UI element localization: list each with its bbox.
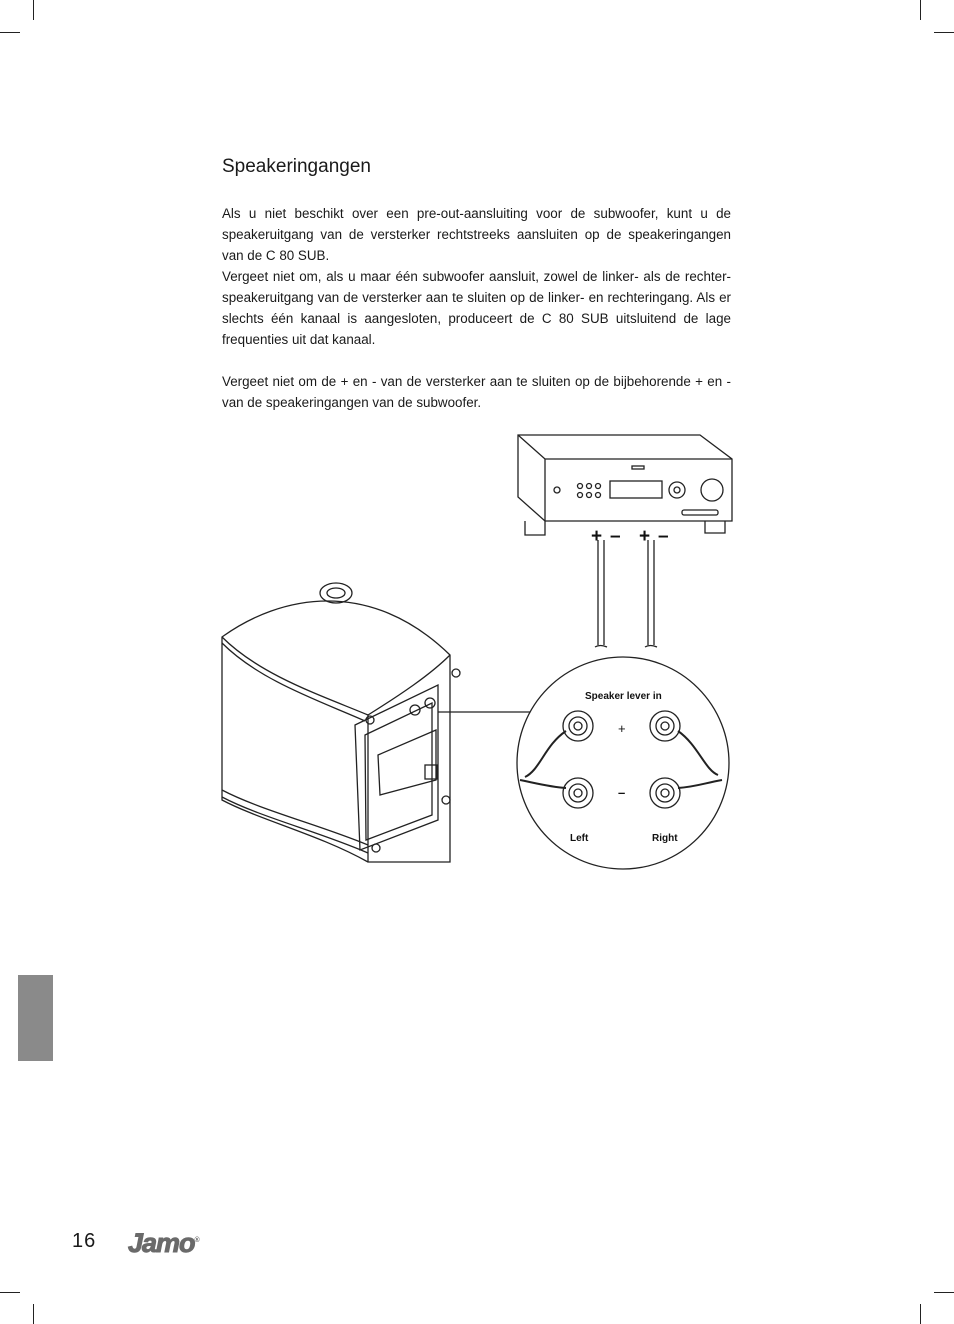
brand-logo-text: Jamo [128,1228,195,1258]
section-tab [18,975,53,1061]
amp-minus-terminal-2: – [658,526,669,547]
paragraph: Vergeet niet om, als u maar één subwoofer aansluit, zowel de linker- als de rechter-speakeruitgang van de versterker aan te sluiten op de linker- en rechteringang. Als er slechts één kanaal is aangesloten, produceert de C 80 SUB uitsluitend de lage frequenties uit dat kanaal. [222,269,731,347]
crop-mark [934,1292,954,1293]
binding-post-left-plus [563,711,593,741]
speaker-wires [595,540,657,647]
crop-mark [934,32,954,33]
plus-label: + [618,721,626,736]
crop-mark [33,1304,34,1324]
minus-label: – [618,785,626,800]
paragraph: Vergeet niet om de + en - van de versterker aan te sluiten op de bijbehorende + en - van de speakeringangen van de subwoofer. [222,374,731,410]
binding-post-right-minus [650,778,680,808]
binding-post-right-plus [650,711,680,741]
crop-mark [0,1292,20,1293]
crop-mark [33,0,34,20]
amp-plus-terminal-2: + [639,526,651,547]
crop-mark [920,1304,921,1324]
amp-plus-terminal-1: + [591,526,603,547]
binding-post-left-minus [563,778,593,808]
body-text [222,203,731,413]
crop-mark [920,0,921,20]
right-label: Right [652,833,678,844]
crop-mark [0,32,20,33]
page-number: 16 [72,1230,97,1252]
paragraph: Als u niet beschikt over een pre-out-aansluiting voor de subwoofer, kunt u de speakeruitgang van de versterker rechtstreeks aansluiten op de speakeringangen van de C 80 SUB. [222,206,731,263]
page-title: Speakeringangen [222,156,371,177]
amp-minus-terminal-1: – [610,526,621,547]
subwoofer-illustration [222,583,460,862]
inset-title: Speaker lever in [585,691,662,702]
brand-logo: Jamo® [128,1228,199,1258]
amplifier-illustration [518,435,732,535]
left-label: Left [570,833,589,844]
connection-diagram [200,425,740,875]
speaker-inputs-inset [517,657,729,869]
